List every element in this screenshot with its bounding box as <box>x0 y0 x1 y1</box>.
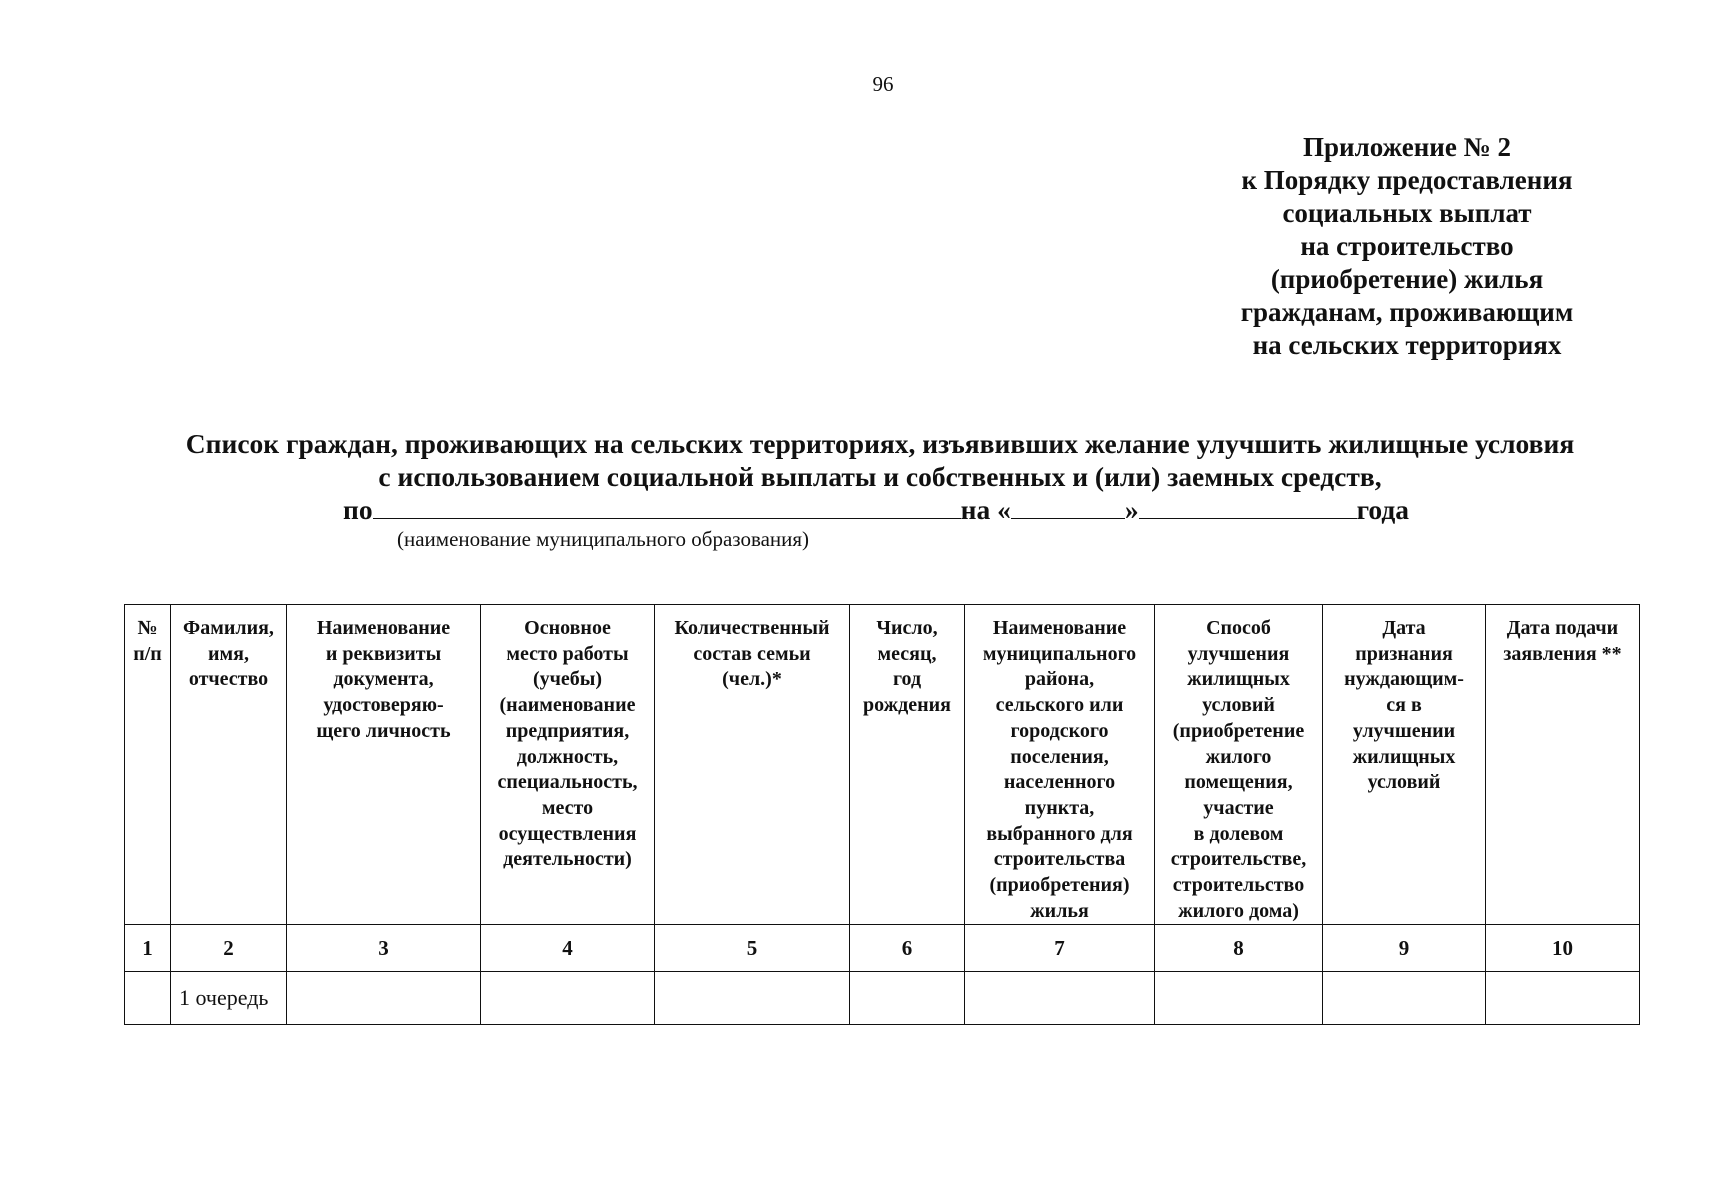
appendix-line: (приобретение) жилья <box>1270 264 1544 294</box>
column-header-line: ся в <box>1386 694 1422 717</box>
column-number: 5 <box>655 925 850 972</box>
appendix-line: на строительство <box>1300 231 1514 261</box>
column-header <box>287 605 481 925</box>
table-cell <box>125 972 171 1025</box>
column-header-line: рождения <box>863 694 951 717</box>
column-header-line: строительства <box>993 848 1126 871</box>
register-table <box>124 604 1640 1025</box>
month-year-blank <box>1139 496 1357 519</box>
column-header <box>655 605 850 925</box>
header-row <box>125 605 1640 925</box>
column-number: 10 <box>1486 925 1640 972</box>
column-header-line: улучшения <box>1187 642 1290 665</box>
appendix-line: к Порядку предоставления <box>1241 165 1573 195</box>
table-cell <box>1155 972 1323 1025</box>
page-number: 96 <box>872 72 894 96</box>
column-header <box>125 605 171 925</box>
table-row <box>125 972 1640 1025</box>
column-header <box>1486 605 1640 925</box>
column-number: 1 <box>125 925 171 972</box>
column-header-line: месяц, <box>877 642 937 665</box>
column-header-line: место <box>541 796 594 819</box>
column-header-line: щего личность <box>316 719 451 742</box>
column-number: 9 <box>1323 925 1486 972</box>
column-header-line: Фамилия, <box>183 617 274 639</box>
column-header <box>965 605 1155 925</box>
column-header-line: улучшении <box>1352 719 1456 742</box>
column-number: 6 <box>850 925 965 972</box>
title-line: Список граждан, проживающих на сельских территориях, изъявивших желание улучшить жилищные условия <box>185 428 1575 459</box>
municipality-caption: (наименование муниципального образования) <box>397 527 810 551</box>
column-header-line: заявления ** <box>1503 642 1622 665</box>
column-header-line: строительство <box>1172 874 1305 897</box>
column-header-line: условий <box>1367 771 1441 794</box>
table-cell <box>287 972 481 1025</box>
appendix-line: гражданам, проживающим <box>1240 297 1574 327</box>
column-header-line: (приобретения) <box>989 874 1130 897</box>
column-header-line: Дата <box>1382 617 1426 639</box>
column-header-line: (приобретение <box>1172 719 1305 742</box>
appendix-line: социальных выплат <box>1282 198 1532 228</box>
column-header-line: помещения, <box>1184 771 1293 794</box>
column-header-line: Наименование <box>992 617 1127 639</box>
table-cell <box>1323 972 1486 1025</box>
column-header <box>171 605 287 925</box>
column-header-line: и реквизиты <box>325 642 442 665</box>
year-suffix: года <box>1356 494 1410 525</box>
date-prefix: на « <box>960 494 1011 525</box>
column-number-row <box>125 925 1640 972</box>
column-header-line: пункта, <box>1024 796 1095 819</box>
column-header-line: № <box>137 617 158 639</box>
column-header-line: в долевом <box>1193 822 1284 845</box>
column-header-line: (наименование <box>499 694 636 717</box>
table-cell <box>481 972 655 1025</box>
column-header-line: должность, <box>516 745 619 768</box>
column-header-line: имя, <box>208 642 249 665</box>
appendix-line: Приложение № 2 <box>1303 132 1511 162</box>
appendix-line: на сельских территориях <box>1252 330 1562 360</box>
column-header-line: деятельности) <box>503 848 632 871</box>
column-header <box>1155 605 1323 925</box>
column-header-line: признания <box>1355 642 1453 665</box>
column-header-line: п/п <box>133 642 162 665</box>
column-number: 4 <box>481 925 655 972</box>
quote-close: » <box>1124 494 1139 525</box>
column-header-line: населенного <box>1003 771 1116 794</box>
column-number: 2 <box>171 925 287 972</box>
column-header-line: Дата подачи <box>1506 617 1619 639</box>
column-header-line: отчество <box>188 668 269 691</box>
column-header-line: муниципального <box>982 642 1137 665</box>
column-header-line: Основное <box>524 617 611 639</box>
column-header-line: жилого дома) <box>1178 899 1299 922</box>
column-header-line: участие <box>1203 796 1274 819</box>
day-blank <box>1011 496 1125 519</box>
column-header-line: сельского или <box>995 694 1124 717</box>
table-cell <box>850 972 965 1025</box>
column-header-line: Число, <box>876 617 938 639</box>
table-cell <box>1486 972 1640 1025</box>
column-header-line: удостоверяю- <box>323 694 444 717</box>
column-header-line: Наименование <box>316 617 451 639</box>
column-header-line: поселения, <box>1010 745 1109 768</box>
column-header-line: условий <box>1202 694 1275 717</box>
column-number: 3 <box>287 925 481 972</box>
column-header-line: осуществления <box>498 822 637 845</box>
column-header-line: год <box>892 668 922 691</box>
column-number: 8 <box>1155 925 1323 972</box>
column-header <box>481 605 655 925</box>
title-line: с использованием социальной выплаты и собственных и (или) заемных средств, <box>378 461 1382 492</box>
column-header-line: (чел.)* <box>722 668 782 691</box>
column-header-line: жилищных <box>1187 668 1290 691</box>
column-header-line: жилищных <box>1352 745 1456 768</box>
column-header-line: городского <box>1010 719 1109 742</box>
column-header-line: (учебы) <box>532 668 603 691</box>
queue-cell: 1 очередь <box>171 972 287 1025</box>
municipality-date-line <box>343 493 1409 526</box>
list-title <box>120 427 1640 493</box>
column-header-line: Способ <box>1206 617 1271 639</box>
column-header-line: нуждающим- <box>1344 668 1464 691</box>
column-header <box>1323 605 1486 925</box>
column-header-line: района, <box>1024 668 1095 691</box>
column-header-line: предприятия, <box>505 719 630 742</box>
for-prefix: по <box>343 494 373 525</box>
column-header-line: специальность, <box>497 771 638 794</box>
municipality-blank <box>373 496 961 519</box>
column-header-line: документа, <box>333 668 434 691</box>
column-header-line: Количественный <box>674 617 830 639</box>
table-cell <box>965 972 1155 1025</box>
column-header <box>850 605 965 925</box>
appendix-block <box>1192 131 1622 362</box>
column-header-line: состав семьи <box>693 642 811 665</box>
column-header-line: место работы <box>506 642 629 665</box>
table-cell <box>655 972 850 1025</box>
column-header-line: жилья <box>1030 899 1089 922</box>
column-header-line: строительстве, <box>1170 848 1307 871</box>
column-header-line: выбранного для <box>986 822 1133 845</box>
column-header-line: жилого <box>1205 745 1272 768</box>
column-number: 7 <box>965 925 1155 972</box>
